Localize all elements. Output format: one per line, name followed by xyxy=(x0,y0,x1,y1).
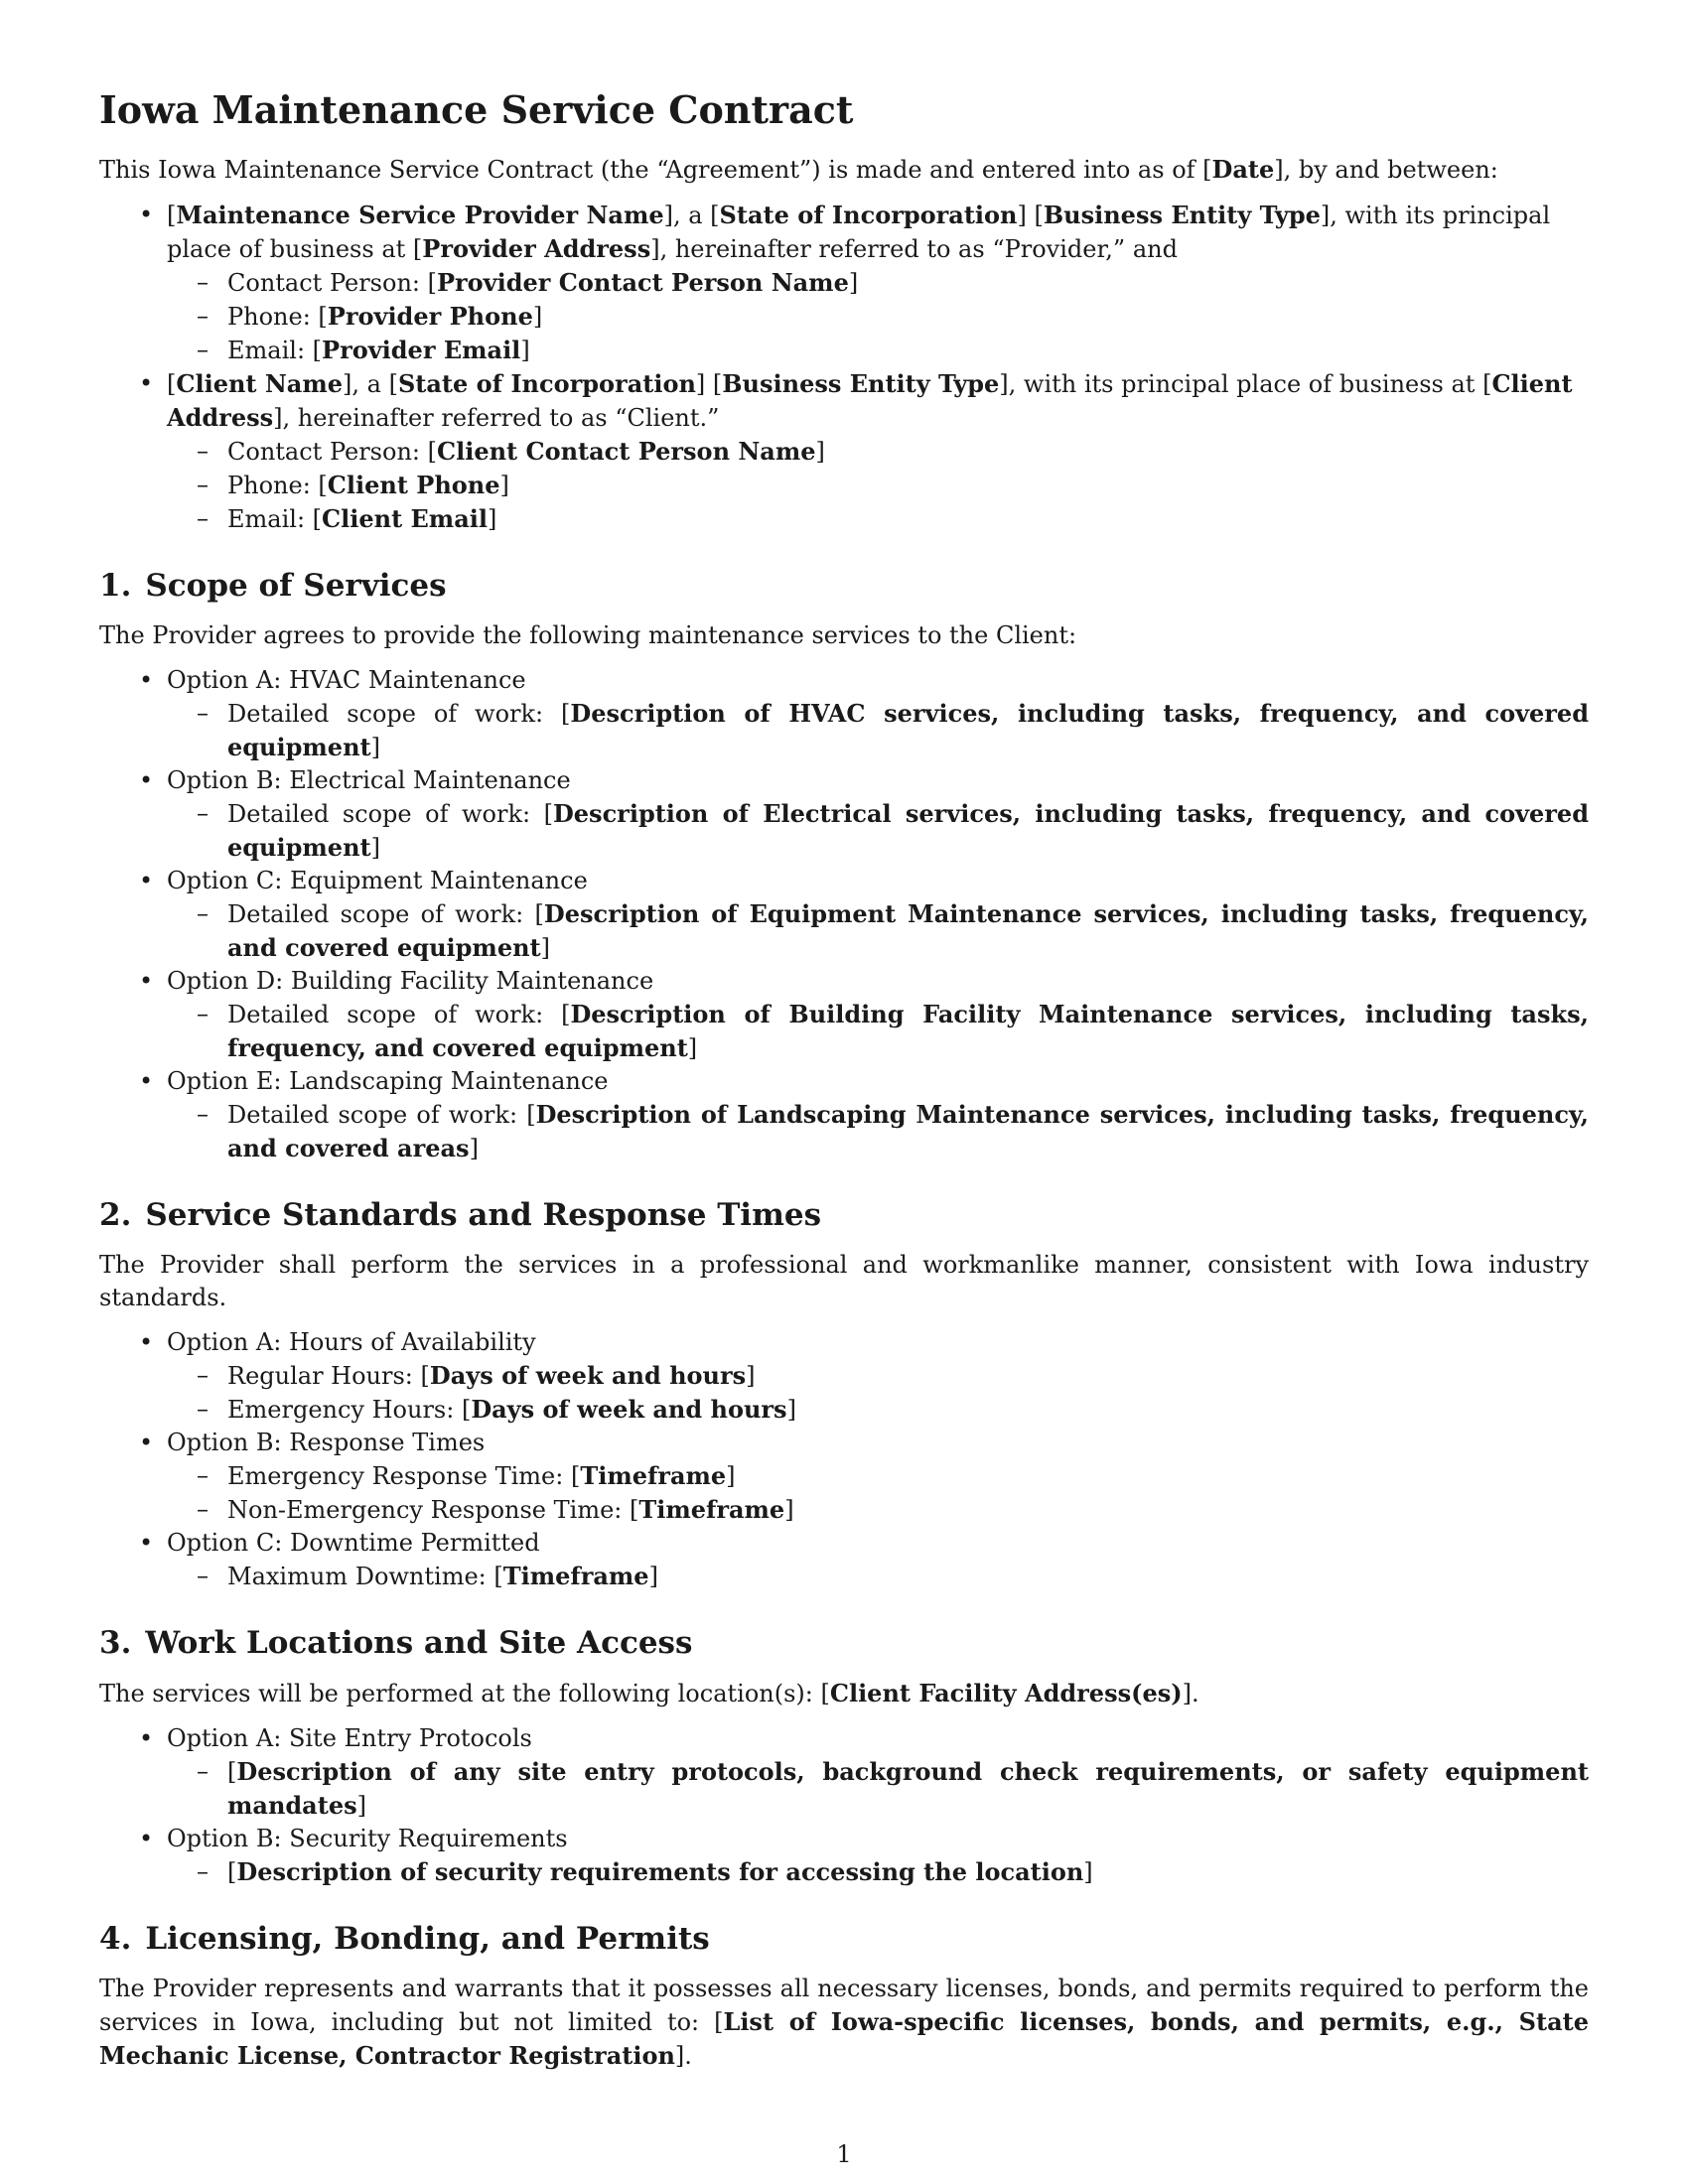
section-1-intro: The Provider agrees to provide the following maintenance services to the Client: xyxy=(99,621,1077,649)
scope-detail: – Detailed scope of work: [Description of HVAC services, including tasks, frequency, and covered equipment] xyxy=(167,697,1589,764)
response-option: • Option B: Response Times – Emergency Response Time: [Timeframe] – Non-Emergency Response Time: [Timeframe] xyxy=(99,1427,1589,1527)
scope-option: • Option A: HVAC Maintenance – Detailed scope of work: [Description of HVAC services, including tasks, frequency, and covered equipment] xyxy=(99,664,1589,764)
scope-detail: – Detailed scope of work: [Description of Electrical services, including tasks, frequency, and covered equipment] xyxy=(167,797,1589,865)
client-name-placeholder: Client Name xyxy=(176,369,344,398)
scope-detail: – Detailed scope of work: [Description of Building Facility Maintenance services, including tasks, frequency, and covered equipment] xyxy=(167,998,1589,1065)
security-option: • Option B: Security Requirements – [Description of security requirements for accessing the location] xyxy=(99,1823,1589,1889)
section-1-heading: 1. Scope of Services xyxy=(99,568,447,604)
intro-paragraph xyxy=(99,153,1589,187)
section-2-intro: The Provider shall perform the services in a professional and workmanlike manner, consistent with Iowa industry standards. xyxy=(99,1251,1589,1311)
provider-address-placeholder: Provider Address xyxy=(422,234,651,263)
client-address-placeholder: Client Address xyxy=(167,369,1573,432)
client-phone: – Phone: [Client Phone] xyxy=(167,469,1589,502)
client-state-placeholder: State of Incorporation xyxy=(397,369,696,398)
client-email: – Email: [Client Email] xyxy=(167,502,1589,536)
party-client: • [Client Name], a [State of Incorporation] [Business Entity Type], with its principal place of business at [Client Address], hereinafter referred to as “Client.” – Contact Person: [Client Contact Person Name] – Phone: [Client Phone] – Email: [Client Email] xyxy=(99,367,1589,536)
intro-text-end: ], by and between: xyxy=(1274,156,1498,184)
section-4-paragraph: The Provider represents and warrants that it possesses all necessary licenses, bonds, and permits required to perform the services in Iowa, including but not limited to: [List of Iowa-specific licenses, bonds, and permits, e.g., State Mechanic License, Contractor Registration]. xyxy=(99,1975,1589,2070)
date-placeholder: Date xyxy=(1211,155,1275,184)
scope-option: • Option C: Equipment Maintenance – Detailed scope of work: [Description of Equipment Maintenance services, including tasks, frequency, and covered equipment] xyxy=(99,865,1589,965)
client-contact-list xyxy=(167,435,1589,536)
provider-state-placeholder: State of Incorporation xyxy=(719,201,1018,229)
provider-contact-person: – Contact Person: [Provider Contact Person Name] xyxy=(167,266,1589,300)
scope-option: • Option B: Electrical Maintenance – Detailed scope of work: [Description of Electrical services, including tasks, frequency, and covered equipment] xyxy=(99,764,1589,865)
scope-detail: – Detailed scope of work: [Description of Equipment Maintenance services, including tasks, frequency, and covered equipment] xyxy=(167,897,1589,965)
parties-list xyxy=(99,199,1589,536)
section-4-heading: 4. Licensing, Bonding, and Permits xyxy=(99,1921,710,1957)
section-3-heading: 3. Work Locations and Site Access xyxy=(99,1625,693,1661)
provider-phone: – Phone: [Provider Phone] xyxy=(167,300,1589,334)
document-title: Iowa Maintenance Service Contract xyxy=(99,87,854,132)
service-standards-list xyxy=(99,1326,1589,1593)
provider-name-placeholder: Maintenance Service Provider Name xyxy=(176,201,664,229)
scope-detail: – Detailed scope of work: [Description of Landscaping Maintenance services, including tasks, frequency, and covered areas] xyxy=(167,1098,1589,1165)
intro-text: This Iowa Maintenance Service Contract (the “Agreement”) is made and entered into as of [ xyxy=(99,156,1212,184)
emergency-hours: – Emergency Hours: [Days of week and hours] xyxy=(167,1393,1589,1427)
client-entity-placeholder: Business Entity Type xyxy=(722,369,1000,398)
security-detail: – [Description of security requirements for accessing the location] xyxy=(167,1855,1589,1889)
regular-hours: – Regular Hours: [Days of week and hours] xyxy=(167,1359,1589,1393)
site-access-list xyxy=(99,1722,1589,1889)
maximum-downtime: – Maximum Downtime: [Timeframe] xyxy=(167,1560,1589,1593)
section-2-heading: 2. Service Standards and Response Times xyxy=(99,1197,822,1233)
hours-option: • Option A: Hours of Availability – Regular Hours: [Days of week and hours] – Emergency Hours: [Days of week and hours] xyxy=(99,1326,1589,1427)
client-contact-person: – Contact Person: [Client Contact Person Name] xyxy=(167,435,1589,469)
emergency-response-time: – Emergency Response Time: [Timeframe] xyxy=(167,1459,1589,1493)
scope-options-list xyxy=(99,664,1589,1165)
party-provider: • [Maintenance Service Provider Name], a [State of Incorporation] [Business Entity Type], with its principal place of business at [Provider Address], hereinafter referred to as “Provider,” and – Contact Person: [Provider Contact Person Name] – Phone: [Provider Phone] – Email: [Provider Email] xyxy=(99,199,1589,367)
downtime-option: • Option C: Downtime Permitted – Maximum Downtime: [Timeframe] xyxy=(99,1527,1589,1593)
section-3-intro: The services will be performed at the following location(s): [Client Facility Address(es)]. xyxy=(99,1679,1199,1707)
provider-email: – Email: [Provider Email] xyxy=(167,334,1589,367)
provider-entity-placeholder: Business Entity Type xyxy=(1043,201,1321,229)
non-emergency-response-time: – Non-Emergency Response Time: [Timeframe] xyxy=(167,1493,1589,1527)
provider-contact-list xyxy=(167,266,1589,367)
scope-option: • Option E: Landscaping Maintenance – Detailed scope of work: [Description of Landscaping Maintenance services, including tasks, frequency, and covered areas] xyxy=(99,1065,1589,1165)
site-entry-option: • Option A: Site Entry Protocols – [Description of any site entry protocols, background check requirements, or safety equipment mandates] xyxy=(99,1722,1589,1823)
page-number: 1 xyxy=(836,2140,852,2168)
scope-option: • Option D: Building Facility Maintenance – Detailed scope of work: [Description of Building Facility Maintenance services, including tasks, frequency, and covered equipment] xyxy=(99,965,1589,1065)
site-entry-detail: – [Description of any site entry protocols, background check requirements, or safety equipment mandates] xyxy=(167,1755,1589,1823)
document-page xyxy=(99,87,1589,2085)
